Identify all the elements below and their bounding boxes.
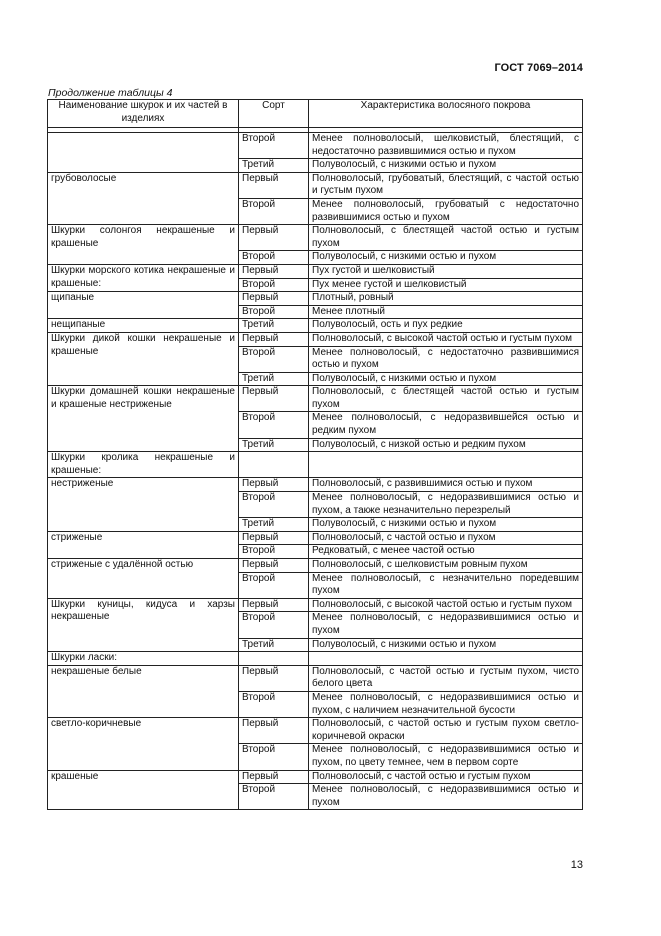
cell-name: Шкурки кролика некрашеные и крашеные: xyxy=(48,452,239,478)
cell-grade: Первый xyxy=(239,665,309,691)
column-header-grade: Сорт xyxy=(239,100,309,128)
table-row xyxy=(48,770,583,784)
table-row xyxy=(48,332,583,346)
cell-characteristic: Полуволосый, с низкими остью и пухом xyxy=(309,638,583,652)
cell-characteristic: Менее полноволосый, грубоватый с недостаточно развившимися остью и пухом xyxy=(309,198,583,224)
cell-grade: Второй xyxy=(239,251,309,265)
cell-grade: Третий xyxy=(239,319,309,333)
cell-characteristic: Менее полноволосый, с недоразвившимися остью и пухом xyxy=(309,784,583,810)
cell-grade xyxy=(239,652,309,666)
cell-grade: Первый xyxy=(239,770,309,784)
cell-characteristic: Полуволосый, с низкими остью и пухом xyxy=(309,251,583,265)
cell-name: Шкурки морского котика некрашеные и крашеные: xyxy=(48,264,239,291)
table-row xyxy=(48,598,583,612)
cell-grade: Первый xyxy=(239,598,309,612)
cell-name: стриженые xyxy=(48,531,239,558)
table-row xyxy=(48,452,583,478)
cell-name: нестриженые xyxy=(48,478,239,531)
cell-grade: Второй xyxy=(239,133,309,159)
cell-grade: Третий xyxy=(239,438,309,452)
cell-characteristic: Менее полноволосый, с недоразвившейся остью и редким пухом xyxy=(309,412,583,438)
cell-name: Шкурки домашней кошки некрашеные и крашеные нестриженые xyxy=(48,386,239,452)
cell-grade: Второй xyxy=(239,492,309,518)
cell-characteristic: Полноволосый, с блестящей частой остью и густым пухом xyxy=(309,225,583,251)
standard-designation: ГОСТ 7069–2014 xyxy=(494,62,583,74)
cell-characteristic: Пух менее густой и шелковистый xyxy=(309,278,583,292)
table-row xyxy=(48,225,583,251)
cell-name: крашеные xyxy=(48,770,239,810)
cell-grade: Первый xyxy=(239,559,309,573)
cell-name: Шкурки куницы, кидуса и харзы некрашеные xyxy=(48,598,239,651)
cell-grade: Первый xyxy=(239,172,309,198)
cell-grade: Второй xyxy=(239,278,309,292)
cell-name xyxy=(48,133,239,173)
cell-characteristic: Менее полноволосый, шелковистый, блестящий, с недостаточно развившимися остью и пухом xyxy=(309,133,583,159)
cell-name: стриженые с удалённой остью xyxy=(48,559,239,599)
page-number: 13 xyxy=(570,859,583,871)
table-row xyxy=(48,133,583,159)
cell-characteristic: Плотный, ровный xyxy=(309,292,583,306)
cell-grade: Второй xyxy=(239,572,309,598)
table-caption: Продолжение таблицы 4 xyxy=(48,87,173,99)
cell-name: грубоволосые xyxy=(48,172,239,224)
cell-grade: Первый xyxy=(239,478,309,492)
cell-grade: Первый xyxy=(239,386,309,412)
table-row xyxy=(48,665,583,691)
cell-grade: Первый xyxy=(239,718,309,744)
cell-characteristic: Полноволосый, грубоватый, блестящий, с частой остью и густым пухом xyxy=(309,172,583,198)
cell-characteristic: Полуволосый, с низкими остью и пухом xyxy=(309,159,583,173)
column-header-characteristic: Характеристика волосяного покрова xyxy=(309,100,583,128)
cell-characteristic xyxy=(309,652,583,666)
cell-grade: Второй xyxy=(239,412,309,438)
cell-grade: Первый xyxy=(239,332,309,346)
cell-characteristic: Менее полноволосый, с недостаточно развившимися остью и пухом xyxy=(309,346,583,372)
cell-characteristic: Полноволосый, с частой остью и густым пухом светло-коричневой окраски xyxy=(309,718,583,744)
cell-name: светло-коричневые xyxy=(48,718,239,770)
cell-name: некрашеные белые xyxy=(48,665,239,717)
cell-characteristic: Менее полноволосый, с недоразвившимися остью и пухом xyxy=(309,612,583,638)
table-header-row xyxy=(48,100,583,128)
cell-grade: Второй xyxy=(239,545,309,559)
cell-grade xyxy=(239,452,309,478)
characteristics-table xyxy=(47,99,583,810)
cell-characteristic: Полноволосый, с высокой частой остью и густым пухом xyxy=(309,598,583,612)
cell-characteristic: Полноволосый, с шелковистым ровным пухом xyxy=(309,559,583,573)
cell-grade: Второй xyxy=(239,198,309,224)
cell-characteristic xyxy=(309,452,583,478)
cell-characteristic: Менее полноволосый, с недоразвившимися остью и пухом, с наличием незначительной бусости xyxy=(309,691,583,717)
cell-characteristic: Полноволосый, с развившимися остью и пухом xyxy=(309,478,583,492)
cell-grade: Третий xyxy=(239,159,309,173)
cell-name: щипаные xyxy=(48,292,239,319)
table-row xyxy=(48,264,583,278)
cell-grade: Второй xyxy=(239,691,309,717)
table-row xyxy=(48,531,583,545)
cell-grade: Первый xyxy=(239,292,309,306)
cell-grade: Первый xyxy=(239,225,309,251)
cell-characteristic: Пух густой и шелковистый xyxy=(309,264,583,278)
cell-grade: Третий xyxy=(239,638,309,652)
cell-characteristic: Менее плотный xyxy=(309,305,583,319)
cell-characteristic: Полноволосый, с высокой частой остью и густым пухом xyxy=(309,332,583,346)
cell-characteristic: Полноволосый, с частой остью и густым пухом xyxy=(309,770,583,784)
table-row xyxy=(48,718,583,744)
cell-grade: Второй xyxy=(239,612,309,638)
cell-characteristic: Полноволосый, с частой остью и пухом xyxy=(309,531,583,545)
cell-characteristic: Менее полноволосый, с недоразвившимися остью и пухом, по цвету темнее, чем в первом сорте xyxy=(309,744,583,770)
cell-name: Шкурки дикой кошки некрашеные и крашеные xyxy=(48,332,239,385)
table-row xyxy=(48,478,583,492)
cell-grade: Второй xyxy=(239,744,309,770)
cell-characteristic: Полуволосый, ость и пух редкие xyxy=(309,319,583,333)
cell-name: Шкурки солонгоя некрашеные и крашеные xyxy=(48,225,239,265)
cell-characteristic: Полноволосый, с частой остью и густым пухом, чисто белого цвета xyxy=(309,665,583,691)
table-row xyxy=(48,559,583,573)
cell-characteristic: Менее полноволосый, с незначительно поредевшим пухом xyxy=(309,572,583,598)
cell-grade: Второй xyxy=(239,784,309,810)
cell-grade: Первый xyxy=(239,264,309,278)
cell-characteristic: Редковатый, с менее частой остью xyxy=(309,545,583,559)
cell-name: нещипаные xyxy=(48,319,239,333)
cell-characteristic: Полуволосый, с низкими остью и пухом xyxy=(309,518,583,532)
cell-name: Шкурки ласки: xyxy=(48,652,239,666)
table-row xyxy=(48,652,583,666)
cell-grade: Второй xyxy=(239,346,309,372)
cell-characteristic: Менее полноволосый, с недоразвившимися остью и пухом, а также незначительно перезрелый xyxy=(309,492,583,518)
cell-characteristic: Полуволосый, с низкими остью и пухом xyxy=(309,372,583,386)
column-header-name: Наименование шкурок и их частей в изделиях xyxy=(48,100,239,128)
cell-grade: Второй xyxy=(239,305,309,319)
cell-characteristic: Полуволосый, с низкой остью и редким пухом xyxy=(309,438,583,452)
cell-grade: Первый xyxy=(239,531,309,545)
cell-grade: Третий xyxy=(239,518,309,532)
table-row xyxy=(48,172,583,198)
cell-characteristic: Полноволосый, с блестящей частой остью и густым пухом xyxy=(309,386,583,412)
table-row xyxy=(48,292,583,306)
table-row xyxy=(48,386,583,412)
cell-grade: Третий xyxy=(239,372,309,386)
table-row xyxy=(48,319,583,333)
